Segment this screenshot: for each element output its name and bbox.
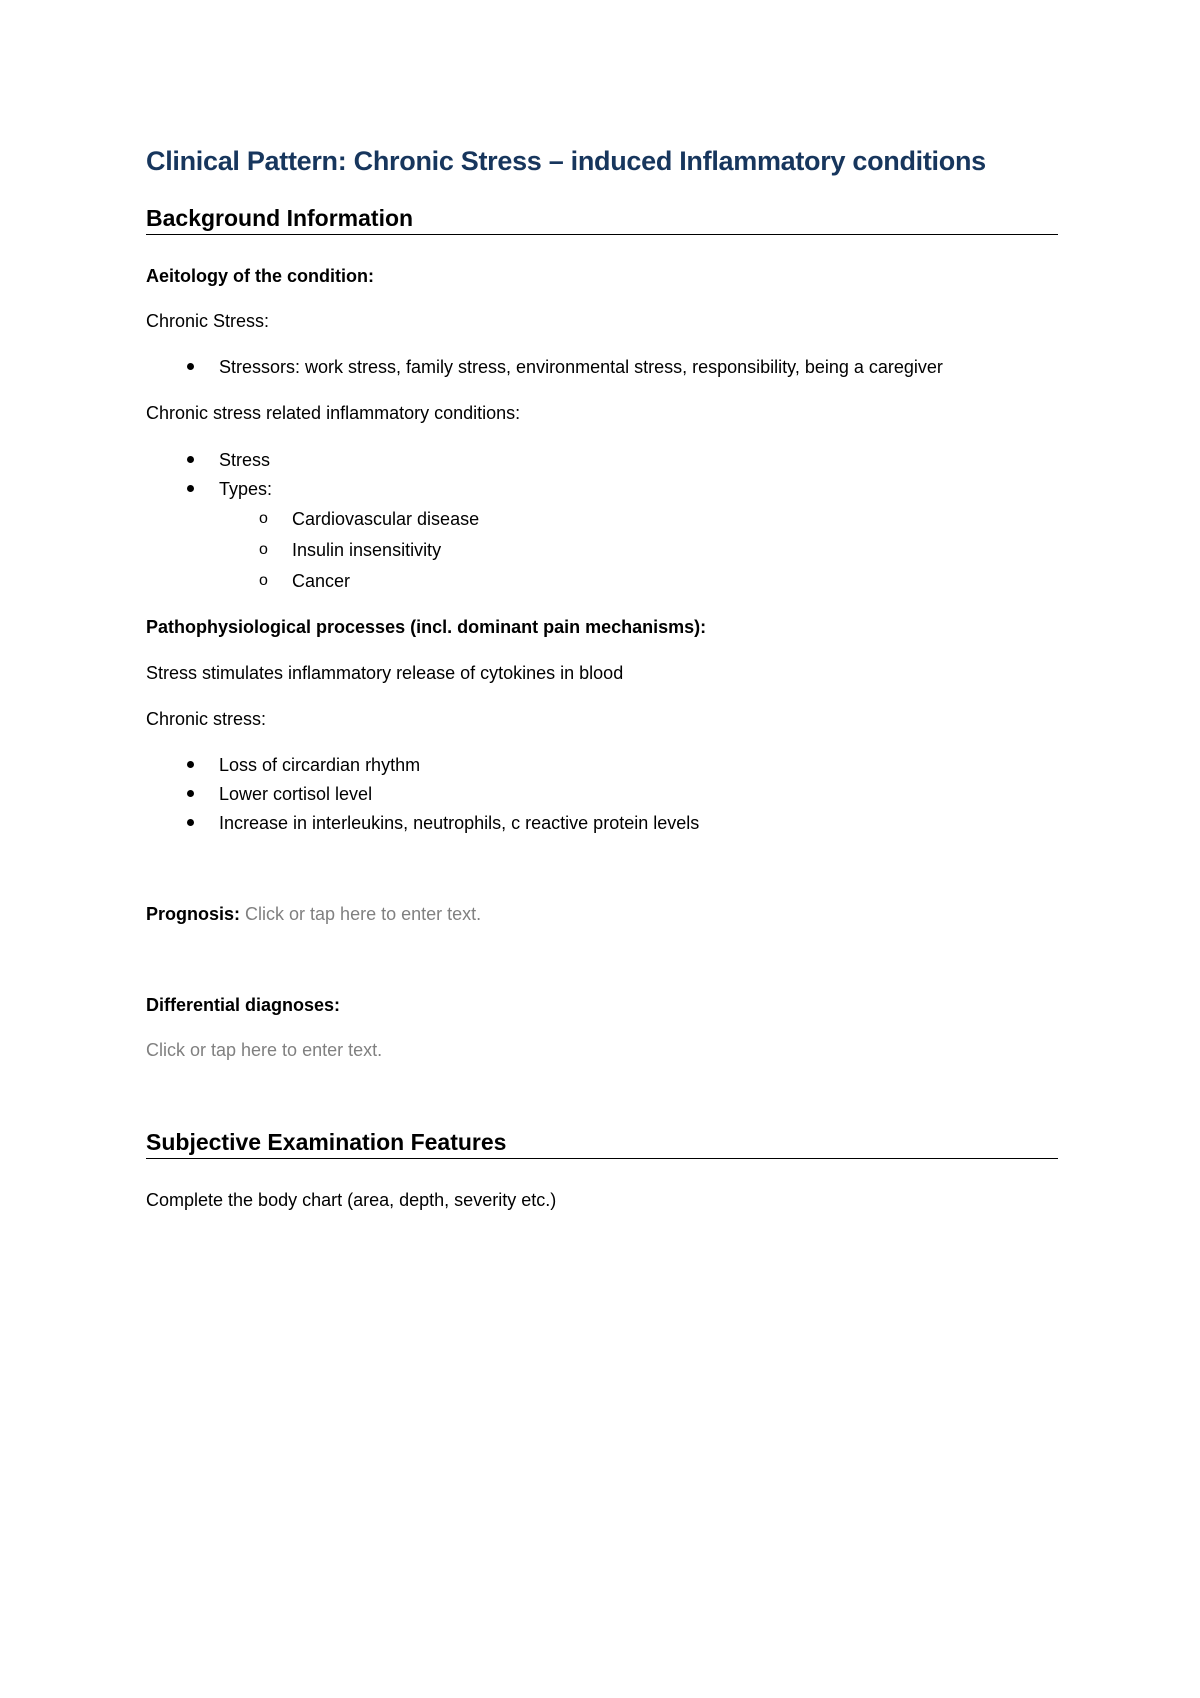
- background-information-heading: Background Information: [146, 205, 1058, 235]
- bullet-icon: [187, 485, 194, 492]
- aetiology-label: Aeitology of the condition:: [146, 266, 374, 286]
- pathophysiology-text: Stress stimulates inflammatory release of cytokines in blood: [146, 663, 624, 683]
- list-item: Lower cortisol level: [219, 784, 373, 804]
- bullet-icon: [187, 790, 194, 797]
- bullet-icon: [187, 363, 194, 370]
- body-chart-instruction: Complete the body chart (area, depth, severity etc.): [146, 1190, 557, 1210]
- list-item: Types:: [219, 479, 273, 499]
- related-conditions-label: Chronic stress related inflammatory conditions:: [146, 403, 521, 423]
- prognosis-row: [146, 903, 481, 925]
- list-item: Cardiovascular disease: [292, 509, 480, 529]
- differential-diagnoses-label: Differential diagnoses:: [146, 995, 341, 1015]
- list-item: Cancer: [292, 571, 351, 591]
- pathophysiology-label: Pathophysiological processes (incl. dominant pain mechanisms):: [146, 617, 707, 637]
- list-item: Stress: [219, 450, 271, 470]
- chronic-stress-label: Chronic Stress:: [146, 311, 270, 331]
- bullet-icon: [187, 456, 194, 463]
- list-item: Loss of circardian rhythm: [219, 755, 421, 775]
- subjective-examination-heading: Subjective Examination Features: [146, 1129, 1058, 1159]
- page-title: Clinical Pattern: Chronic Stress – induced Inflammatory conditions: [146, 146, 986, 176]
- differential-diagnoses-input[interactable]: Click or tap here to enter text.: [146, 1040, 383, 1060]
- circle-bullet-icon: o: [259, 510, 268, 527]
- circle-bullet-icon: o: [259, 572, 268, 589]
- chronic-stress-label-2: Chronic stress:: [146, 709, 267, 729]
- list-item: Insulin insensitivity: [292, 540, 442, 560]
- list-item: Increase in interleukins, neutrophils, c reactive protein levels: [219, 813, 700, 833]
- circle-bullet-icon: o: [259, 541, 268, 558]
- prognosis-label: Prognosis:: [146, 904, 241, 924]
- bullet-icon: [187, 819, 194, 826]
- list-item: Stressors: work stress, family stress, environmental stress, responsibility, being a caregiver: [219, 357, 943, 377]
- prognosis-input[interactable]: Click or tap here to enter text.: [245, 904, 482, 924]
- bullet-icon: [187, 761, 194, 768]
